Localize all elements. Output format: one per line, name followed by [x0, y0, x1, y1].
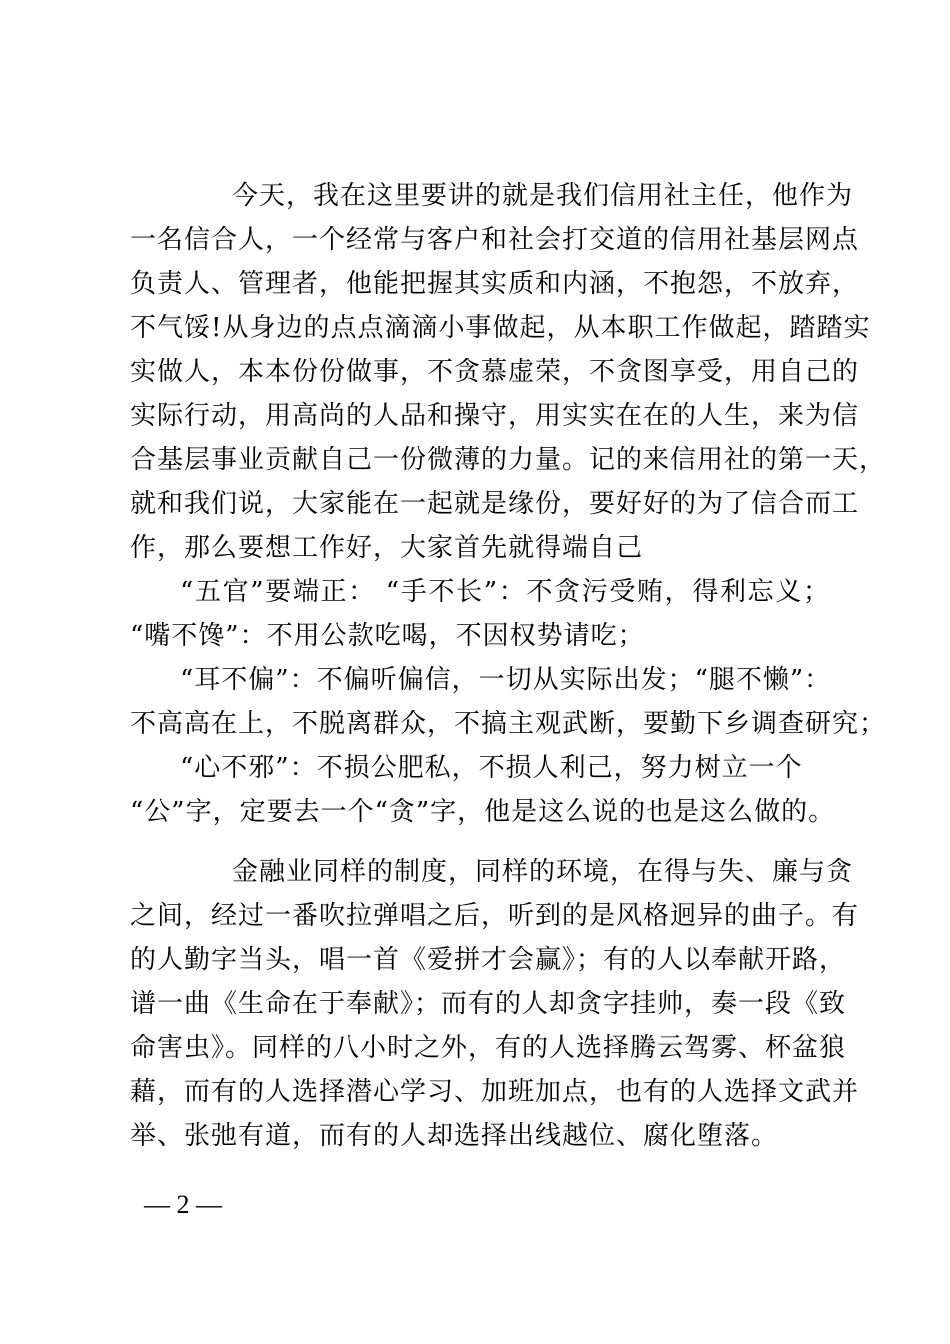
page-number: — 2 — — [144, 1190, 222, 1219]
paragraph-1-line-5: 实做人，本本份份做事，不贪慕虚荣，不贪图享受，用自己的 — [130, 357, 860, 387]
paragraph-4-line-1: “心不邪”：不损公肥私，不损人利己，努力树立一个 — [180, 753, 803, 783]
paragraph-5-line-3: 的人勤字当头，唱一首《爱拼才会赢》；有的人以奉献开路， — [130, 945, 847, 975]
paragraph-1-line-9: 作，那么要想工作好，大家首先就得端自己 — [130, 533, 644, 563]
paragraph-1-line-2: 一名信合人，一个经常与客户和社会打交道的信用社基层网点 — [130, 225, 860, 255]
paragraph-2-line-1: “五官”要端正： “手不长”：不贪污受贿，得利忘义； — [180, 577, 830, 607]
paragraph-3-line-1: “耳不偏”：不偏听偏信，一切从实际出发；“腿不懒”： — [180, 665, 832, 695]
paragraph-2-line-2: “嘴不馋”：不用公款吃喝，不因权势请吃； — [130, 621, 645, 651]
paragraph-5-line-2: 之间，经过一番吹拉弹唱之后，听到的是风格迥异的曲子。有 — [130, 901, 860, 931]
paragraph-5-line-1: 金融业同样的制度，同样的环境，在得与失、廉与贪 — [232, 857, 854, 887]
paragraph-5-line-4: 谱一曲《生命在于奉献》；而有的人却贪字挂帅，奏一段《致 — [130, 989, 847, 1019]
paragraph-3-line-2: 不高高在上，不脱离群众，不搞主观武断，要勤下乡调查研究； — [130, 709, 887, 739]
paragraph-5-line-5: 命害虫》。同样的八小时之外，有的人选择腾云驾雾、杯盆狼 — [130, 1033, 847, 1063]
paragraph-1-line-3: 负责人、管理者，他能把握其实质和内涵，不抱怨，不放弃， — [130, 269, 860, 299]
paragraph-1-line-1: 今天，我在这里要讲的就是我们信用社主任，他作为 — [232, 181, 854, 211]
paragraph-1-line-8: 就和我们说，大家能在一起就是缘份，要好好的为了信合而工 — [130, 489, 860, 519]
paragraph-5-line-7: 举、张弛有道，而有的人却选择出线越位、腐化堕落。 — [130, 1121, 779, 1151]
paragraph-5-line-6: 藉，而有的人选择潜心学习、加班加点，也有的人选择文武并 — [130, 1077, 860, 1107]
paragraph-1-line-6: 实际行动，用高尚的人品和操守，用实实在在的人生，来为信 — [130, 401, 860, 431]
paragraph-4-line-2: “公”字，定要去一个“贪”字，他是这么说的也是这么做的。 — [130, 797, 836, 827]
paragraph-1-line-4: 不气馁!从身边的点点滴滴小事做起，从本职工作做起，踏踏实 — [130, 313, 871, 343]
paragraph-1-line-7: 合基层事业贡献自己一份微薄的力量。记的来信用社的第一天， — [130, 445, 887, 475]
